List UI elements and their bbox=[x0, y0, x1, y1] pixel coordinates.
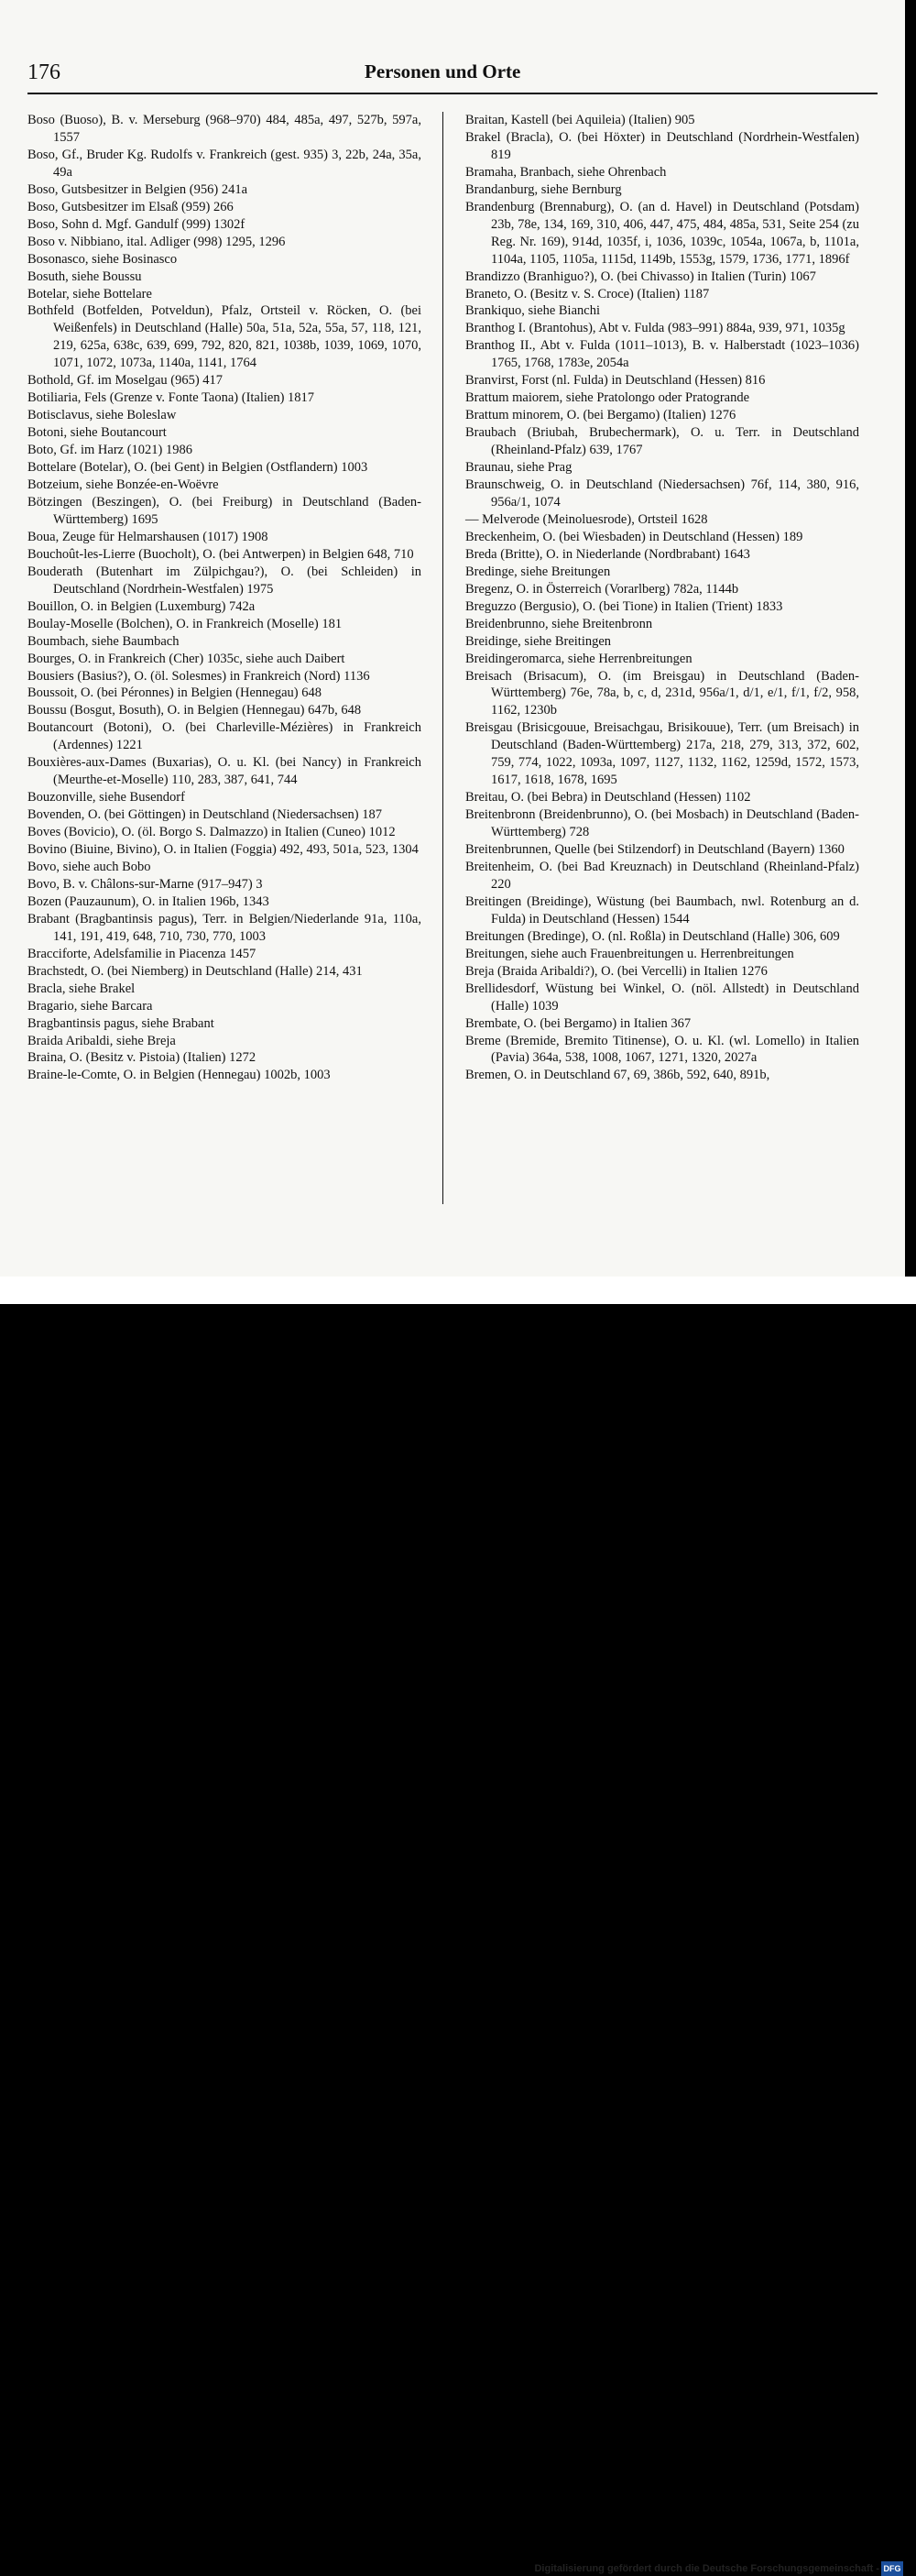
index-entry: Boussoit, O. (bei Péronnes) in Belgien (Hennegau) 648 bbox=[27, 685, 322, 701]
index-entry: Branthog II., Abt v. Fulda (1011–1013), B. v. Halberstadt (1023–1036) 1765, 1768, 1783e, 2054a bbox=[465, 338, 859, 371]
index-entry: Bottelare (Botelar), O. (bei Gent) in Belgien (Ostflandern) 1003 bbox=[27, 460, 368, 476]
index-entry: Boso v. Nibbiano, ital. Adliger (998) 1295, 1296 bbox=[27, 234, 286, 249]
index-entry: Breitenheim, O. (bei Bad Kreuznach) in Deutschland (Rheinland-Pfalz) 220 bbox=[465, 859, 859, 892]
index-entry: Boulay-Moselle (Bolchen), O. in Frankreich (Moselle) 181 bbox=[27, 616, 343, 631]
header-rule bbox=[27, 93, 878, 94]
dfg-logo: DFG bbox=[881, 2561, 903, 2576]
index-entry: Brembate, O. (bei Bergamo) in Italien 367 bbox=[465, 1015, 692, 1031]
index-entry: Boussu (Bosgut, Bosuth), O. in Belgien (Hennegau) 647b, 648 bbox=[27, 703, 362, 718]
index-entry: Brandizzo (Branhiguo?), O. (bei Chivasso) in Italien (Turin) 1067 bbox=[465, 269, 816, 284]
index-entry: Braunschweig, O. in Deutschland (Niedersachsen) 76f, 114, 380, 916, 956a/1, 1074 bbox=[465, 477, 859, 510]
index-entry: Bredinge, siehe Breitungen bbox=[465, 564, 611, 579]
index-entry: Bracla, siehe Brakel bbox=[27, 981, 136, 996]
index-entry: Breidingeromarca, siehe Herrenbreitungen bbox=[465, 651, 692, 666]
index-entry: Bothold, Gf. im Moselgau (965) 417 bbox=[27, 373, 224, 389]
index-entry: Brandanburg, siehe Bernburg bbox=[465, 181, 622, 197]
index-entry: Bosuth, siehe Boussu bbox=[27, 269, 142, 284]
index-entry: Botoni, siehe Boutancourt bbox=[27, 425, 167, 441]
index-entry: Breckenheim, O. (bei Wiesbaden) in Deutschland (Hessen) 189 bbox=[465, 529, 803, 544]
index-entry: Breitingen (Breidinge), Wüstung (bei Baumbach, nwl. Rotenburg an d. Fulda) in Deutschland (Hessen) 1544 bbox=[465, 893, 859, 926]
index-entry: Boumbach, siehe Baumbach bbox=[27, 633, 180, 649]
index-entry: Brattum minorem, O. (bei Bergamo) (Italien) 1276 bbox=[465, 408, 736, 423]
index-entry: Brankiquo, siehe Bianchi bbox=[465, 303, 600, 319]
index-entry: Breitau, O. (bei Bebra) in Deutschland (Hessen) 1102 bbox=[465, 790, 751, 806]
index-entry: Breitenbronn (Breidenbrunno), O. (bei Mosbach) in Deutschland (Baden-Württemberg) 728 bbox=[465, 807, 859, 840]
index-entry: Bovo, siehe auch Bobo bbox=[27, 859, 151, 874]
index-entry: Bouchoût-les-Lierre (Buocholt), O. (bei Antwerpen) in Belgien 648, 710 bbox=[27, 546, 414, 562]
index-entry: Boso, Gf., Bruder Kg. Rudolfs v. Frankreich (gest. 935) 3, 22b, 24a, 35a, 49a bbox=[27, 147, 421, 180]
index-entry: Breja (Braida Aribaldi?), O. (bei Vercelli) in Italien 1276 bbox=[465, 963, 768, 979]
index-entry: Bovenden, O. (bei Göttingen) in Deutschland (Niedersachsen) 187 bbox=[27, 807, 382, 823]
scan-edge bbox=[905, 0, 916, 1304]
index-entry: Braubach (Briubah, Brubechermark), O. u. Terr. in Deutschland (Rheinland-Pfalz) 639, 1767 bbox=[465, 425, 859, 458]
index-entry: Boua, Zeuge für Helmarshausen (1017) 1908 bbox=[27, 529, 268, 544]
index-entry: Breguzzo (Bergusio), O. (bei Tione) in Italien (Trient) 1833 bbox=[465, 598, 783, 614]
index-entry: Botiliaria, Fels (Grenze v. Fonte Taona) (Italien) 1817 bbox=[27, 390, 315, 406]
index-entry: Bouxières-aux-Dames (Buxarias), O. u. Kl. (bei Nancy) in Frankreich (Meurthe-et-Moselle) 110, 283, 387, 641, 744 bbox=[27, 755, 421, 788]
index-entry: Breidenbrunno, siehe Breitenbronn bbox=[465, 616, 653, 631]
index-entry: Boso, Gutsbesitzer in Belgien (956) 241a bbox=[27, 181, 248, 197]
index-entry: Breisgau (Brisicgouue, Breisachgau, Brisikouue), Terr. (um Breisach) in Deutschland (Baden-Württemberg) 217a, 218, 279, 313, 372, 602, 759, 774, 1022, 1093a, 1097, 1127, 1132, 1162, 1259d, 1572, 1573, 1617, 1618, 1678, 1695 bbox=[465, 720, 859, 788]
index-entry: Bouderath (Butenhart im Zülpichgau?), O. (bei Schleiden) in Deutschland (Nordrhein-Westfalen) 1975 bbox=[27, 564, 421, 597]
index-entry: Braunau, siehe Prag bbox=[465, 460, 572, 476]
right-column bbox=[465, 112, 859, 1084]
index-entry: Bovino (Biuine, Bivino), O. in Italien (Foggia) 492, 493, 501a, 523, 1304 bbox=[27, 842, 419, 858]
page-number: 176 bbox=[27, 60, 60, 84]
index-entry: Boutancourt (Botoni), O. (bei Charleville-Mézières) in Frankreich (Ardennes) 1221 bbox=[27, 720, 421, 753]
index-entry: Bousiers (Basius?), O. (öl. Solesmes) in Frankreich (Nord) 1136 bbox=[27, 668, 370, 684]
index-entry: Breisach (Brisacum), O. (im Breisgau) in Deutschland (Baden-Württemberg) 76e, 78a, b, c, d, 231d, 956a/1, d/1, e/1, f/1, f/2, 958, 1162, 1230b bbox=[465, 668, 859, 718]
index-entry: Boso, Sohn d. Mgf. Gandulf (999) 1302f bbox=[27, 216, 245, 232]
index-entry: Braitan, Kastell (bei Aquileia) (Italien) 905 bbox=[465, 113, 695, 127]
index-entry: Bouzonville, siehe Busendorf bbox=[27, 790, 185, 806]
funding-credit: Digitalisierung gefördert durch die Deutsche Forschungsgemeinschaft - bbox=[534, 2563, 879, 2574]
index-entry: Brachstedt, O. (bei Niemberg) in Deutschland (Halle) 214, 431 bbox=[27, 963, 363, 979]
column-divider bbox=[442, 112, 443, 1204]
index-entry: Branthog I. (Brantohus), Abt v. Fulda (983–991) 884a, 939, 971, 1035g bbox=[465, 321, 845, 336]
index-entry: Breidinge, siehe Breitingen bbox=[465, 633, 612, 649]
index-entry: Botisclavus, siehe Boleslaw bbox=[27, 408, 177, 423]
index-entry: Braneto, O. (Besitz v. S. Croce) (Italien) 1187 bbox=[465, 286, 710, 301]
index-entry: Brabant (Bragbantinsis pagus), Terr. in Belgien/Niederlande 91a, 110a, 141, 191, 419, 648, 710, 730, 770, 1003 bbox=[27, 911, 421, 944]
book-page bbox=[0, 0, 905, 1277]
index-entry: Boves (Bovicio), O. (öl. Borgo S. Dalmazzo) in Italien (Cuneo) 1012 bbox=[27, 825, 396, 840]
index-entry: Bozen (Pauzaunum), O. in Italien 196b, 1343 bbox=[27, 893, 269, 909]
index-entry: Branvirst, Forst (nl. Fulda) in Deutschland (Hessen) 816 bbox=[465, 373, 766, 389]
index-entry: Botzeium, siehe Bonzée-en-Woëvre bbox=[27, 477, 219, 493]
index-entry: Bovo, B. v. Châlons-sur-Marne (917–947) 3 bbox=[27, 876, 263, 892]
index-entry: Brakel (Bracla), O. (bei Höxter) in Deutschland (Nordrhein-Westfalen) 819 bbox=[465, 129, 859, 162]
footer-bar bbox=[0, 1277, 916, 2574]
index-entry: Bouillon, O. in Belgien (Luxemburg) 742a bbox=[27, 598, 256, 614]
index-entry: Breitenbrunnen, Quelle (bei Stilzendorf) in Deutschland (Bayern) 1360 bbox=[465, 842, 845, 858]
index-entry: Breitungen (Bredinge), O. (nl. Roßla) in Deutschland (Halle) 306, 609 bbox=[465, 928, 840, 944]
index-entry: Braida Aribaldi, siehe Breja bbox=[27, 1033, 176, 1048]
index-entry: Brellidesdorf, Wüstung bei Winkel, O. (nöl. Allstedt) in Deutschland (Halle) 1039 bbox=[465, 981, 859, 1014]
index-entry: Boso (Buoso), B. v. Merseburg (968–970) 484, 485a, 497, 527b, 597a, 1557 bbox=[27, 113, 421, 145]
index-entry: Brandenburg (Brennaburg), O. (an d. Havel) in Deutschland (Potsdam) 23b, 78e, 134, 169, 310, 406, 447, 475, 484, 485a, 531, Seite 254 (zu Reg. Nr. 169), 914d, 1035f, i, 1036, 1039c, 1054a, 1067a, b, 1101a, 1104a, 1105, 1105a, 1115d, 1149b, 1553g, 1579, 1736, 1771, 1896f bbox=[465, 199, 859, 267]
index-entry: Bothfeld (Botfelden, Potveldun), Pfalz, Ortsteil v. Röcken, O. (bei Weißenfels) in Deutschland (Halle) 50a, 51a, 52a, 55a, 57, 118, 121, 219, 625a, 638c, 639, 699, 792, 820, 821, 1038b, 1039, 1069, 1070, 1071, 1072, 1073a, 1140a, 1141, 1764 bbox=[27, 303, 421, 371]
index-entry: Bremen, O. in Deutschland 67, 69, 386b, 592, 640, 891b, bbox=[465, 1068, 770, 1083]
index-entry: Breitungen, siehe auch Frauenbreitungen u. Herrenbreitungen bbox=[465, 946, 794, 961]
index-entry: Boso, Gutsbesitzer im Elsaß (959) 266 bbox=[27, 199, 234, 214]
index-entry: Bosonasco, siehe Bosinasco bbox=[27, 251, 178, 267]
index-entry: Braina, O. (Besitz v. Pistoia) (Italien) 1272 bbox=[27, 1050, 256, 1066]
index-entry: Bragbantinsis pagus, siehe Brabant bbox=[27, 1015, 214, 1031]
index-entry: Breda (Britte), O. in Niederlande (Nordbrabant) 1643 bbox=[465, 546, 750, 562]
index-entry: Braine-le-Comte, O. in Belgien (Hennegau) 1002b, 1003 bbox=[27, 1068, 331, 1083]
index-entry: Boto, Gf. im Harz (1021) 1986 bbox=[27, 443, 193, 458]
left-column bbox=[27, 112, 421, 1084]
index-entry: — Melverode (Meinoluesrode), Ortsteil 1628 bbox=[465, 511, 708, 527]
index-entry: Botelar, siehe Bottelare bbox=[27, 286, 152, 301]
index-entry: Bötzingen (Beszingen), O. (bei Freiburg) in Deutschland (Baden-Württemberg) 1695 bbox=[27, 494, 421, 527]
index-entry: Brattum maiorem, siehe Pratolongo oder Pratogrande bbox=[465, 390, 750, 406]
index-entry: Bregenz, O. in Österreich (Vorarlberg) 782a, 1144b bbox=[465, 581, 739, 597]
running-head: Personen und Orte bbox=[365, 60, 521, 82]
index-entry: Breme (Bremide, Bremito Titinense), O. u. Kl. (wl. Lomello) in Italien (Pavia) 364a, 538, 1008, 1067, 1271, 1320, 2027a bbox=[465, 1033, 859, 1066]
index-entry: Bramaha, Branbach, siehe Ohrenbach bbox=[465, 164, 667, 180]
index-entry: Bragario, siehe Barcara bbox=[27, 998, 153, 1014]
index-entry: Bourges, O. in Frankreich (Cher) 1035c, siehe auch Daibert bbox=[27, 651, 345, 666]
index-entry: Bracciforte, Adelsfamilie in Piacenza 1457 bbox=[27, 946, 256, 961]
